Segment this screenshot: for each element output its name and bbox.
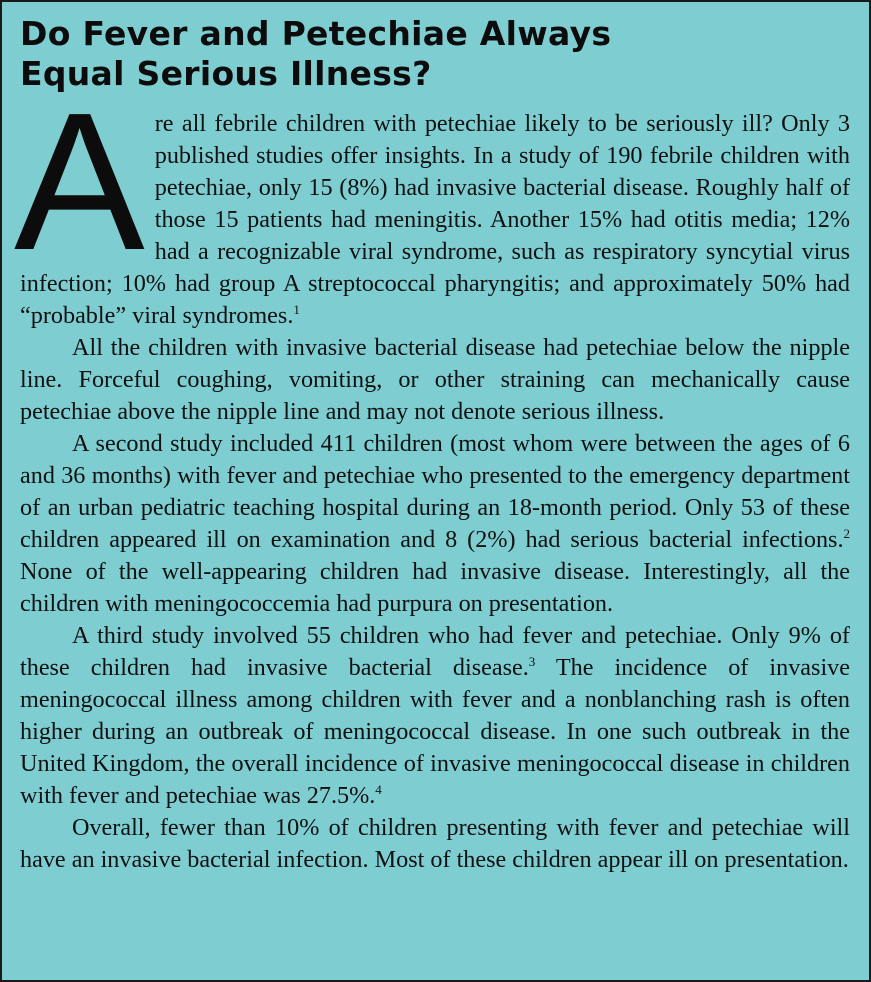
paragraph-4	[20, 620, 850, 812]
paragraph-3-text-after: None of the well-appearing children had invasive disease. Interestingly, all the children with meningococcemia had purpura on presentation.	[20, 558, 850, 617]
reference-2: 2	[843, 526, 850, 541]
paragraph-1-text: re all febrile children with petechiae likely to be seriously ill? Only 3 published studies offer insights. In a study of 190 febrile children with petechiae, only 15 (8%) had invasive bacterial disease. Roughly half of those 15 patients had meningitis. Another 15% had otitis media; 12% had a recognizable viral syndrome, such as respiratory syncytial virus infection; 10% had group A streptococcal pharyngitis; and approximately 50% had “probable” viral syndromes.	[20, 110, 850, 329]
paragraph-2	[20, 332, 850, 428]
paragraph-2-text: All the children with invasive bacterial disease had petechiae below the nipple line. Forceful coughing, vomiting, or other straining can mechanically cause petechiae above the nipple line and may not denote serious illness.	[20, 334, 850, 425]
paragraph-3	[20, 428, 850, 620]
paragraph-5	[20, 812, 850, 876]
title-line-2: Equal Serious Illness?	[20, 54, 432, 93]
paragraph-4-text-after: The incidence of invasive meningococcal illness among children with fever and a nonblanching rash is often higher during an outbreak of meningococcal disease. In one such outbreak in the United Kingdom, the overall incidence of invasive meningococcal disease in children with fever and petechiae was 27.5%.	[20, 654, 850, 809]
reference-1: 1	[293, 302, 300, 317]
paragraph-3-text: A second study included 411 children (most whom were between the ages of 6 and 36 months) with fever and petechiae who presented to the emergency department of an urban pediatric teaching hospital during an 18-month period. Only 53 of these children appeared ill on examination and 8 (2%) had serious bacterial infections.	[20, 430, 850, 553]
drop-cap: A	[14, 72, 145, 291]
paragraph-5-text: Overall, fewer than 10% of children presenting with fever and petechiae will have an invasive bacterial infection. Most of these children appear ill on presentation.	[20, 814, 850, 873]
reference-3: 3	[528, 654, 536, 669]
paragraph-4-text: A third study involved 55 children who had fever and petechiae. Only 9% of these children had invasive bacterial disease.	[20, 622, 850, 681]
title-line-1: Do Fever and Petechiae Always	[20, 14, 612, 53]
reference-4: 4	[375, 782, 382, 797]
